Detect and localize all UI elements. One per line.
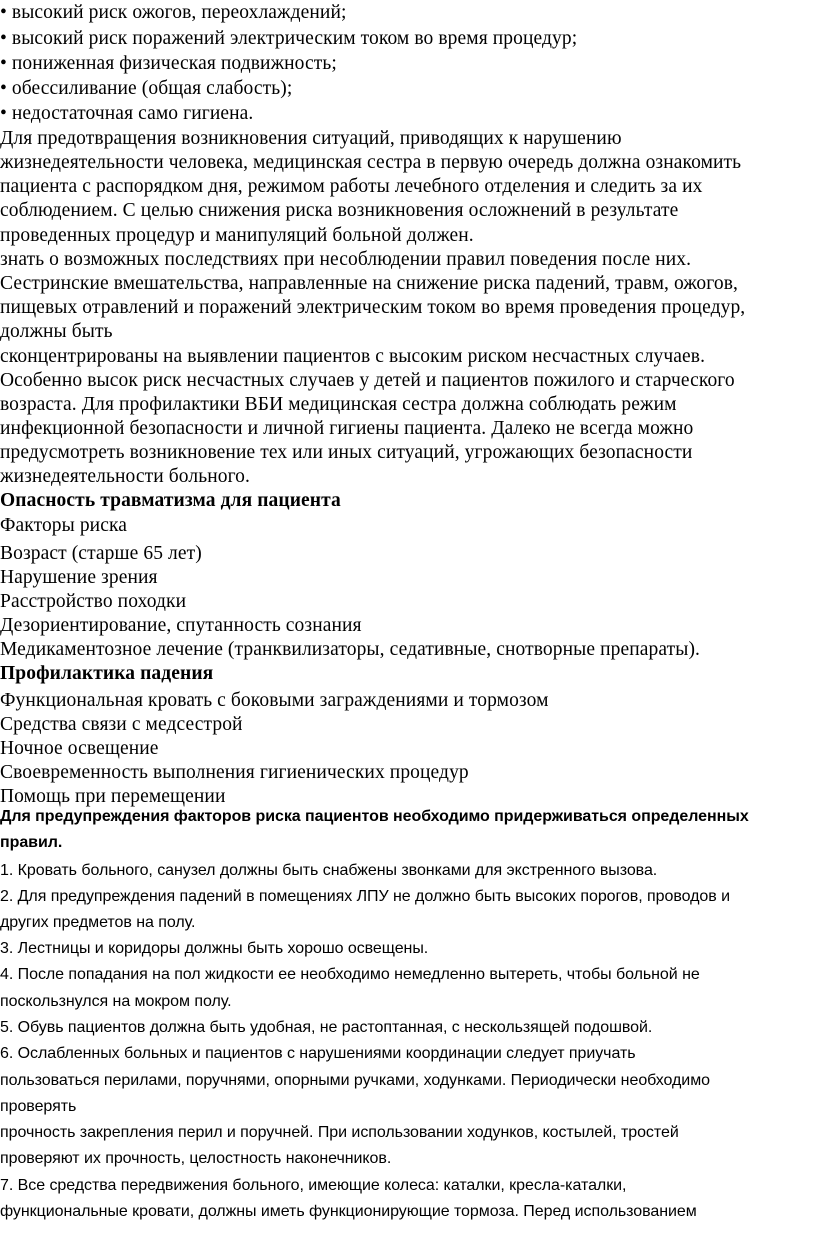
paragraph-line: Особенно высок риск несчастных случаев у детей и пациентов пожилого и старческого (0, 370, 735, 391)
bullet-low-mobility: • пониженная физическая подвижность; (0, 53, 337, 74)
rules-heading: Для предупреждения факторов риска пациентов необходимо придерживаться определенных (0, 808, 749, 825)
bullet-electric-risk: • высокий риск поражений электрическим током во время процедур; (0, 28, 578, 49)
prevention-item: Помощь при перемещении (0, 786, 226, 807)
risk-factor-item: Расстройство походки (0, 591, 187, 612)
paragraph-line: жизнедеятельности больного. (0, 466, 251, 487)
rules-heading-cont: правил. (0, 834, 63, 851)
prevention-item: Ночное освещение (0, 738, 159, 759)
bullet-burns-risk: • высокий риск ожогов, переохлаждений; (0, 2, 347, 23)
risk-factor-item: Нарушение зрения (0, 567, 158, 588)
rule-item: 1. Кровать больного, санузел должны быть снабжены звонками для экстренного вызова. (0, 862, 658, 879)
rule-item: 7. Все средства передвижения больного, имеющие колеса: каталки, кресла-каталки, (0, 1177, 627, 1194)
paragraph-line: проведенных процедур и манипуляций больной должен. (0, 225, 474, 246)
rule-item: проверять (0, 1098, 77, 1115)
paragraph-line: предусмотреть возникновение тех или иных ситуаций, угрожающих безопасности (0, 442, 693, 463)
paragraph-line: инфекционной безопасности и личной гигиены пациента. Далеко не всегда можно (0, 418, 694, 439)
subheading-risk-factors: Факторы риска (0, 515, 127, 536)
rule-item: других предметов на полу. (0, 914, 196, 931)
paragraph-line: Для предотвращения возникновения ситуаций, приводящих к нарушению (0, 128, 622, 149)
rule-item: 6. Ослабленных больных и пациентов с нарушениями координации следует приучать (0, 1045, 636, 1062)
rule-item: поскользнулся на мокром полу. (0, 993, 232, 1010)
paragraph-line: возраста. Для профилактики ВБИ медицинская сестра должна соблюдать режим (0, 394, 677, 415)
paragraph-line: Сестринские вмешательства, направленные на снижение риска падений, травм, ожогов, (0, 273, 739, 294)
rule-item: 5. Обувь пациентов должна быть удобная, не растоптанная, с нескользящей подошвой. (0, 1019, 653, 1036)
prevention-item: Своевременность выполнения гигиенических процедур (0, 762, 469, 783)
risk-factor-item: Возраст (старше 65 лет) (0, 543, 202, 564)
rule-item: 2. Для предупреждения падений в помещениях ЛПУ не должно быть высоких порогов, проводов и (0, 888, 730, 905)
rule-item: проверяют их прочность, целостность наконечников. (0, 1150, 392, 1167)
paragraph-line: соблюдением. С целью снижения риска возникновения осложнений в результате (0, 200, 679, 221)
rule-item: прочность закрепления перил и поручней. При использовании ходунков, костылей, тростей (0, 1124, 679, 1141)
bullet-hygiene: • недостаточная само гигиена. (0, 103, 254, 124)
paragraph-line: жизнедеятельности человека, медицинская сестра в первую очередь должна ознакомить (0, 152, 742, 173)
paragraph-line: пациента с распорядком дня, режимом работы лечебного отделения и следить за их (0, 176, 703, 197)
bullet-weakness: • обессиливание (общая слабость); (0, 78, 293, 99)
rule-item: пользоваться перилами, поручнями, опорными ручками, ходунками. Периодически необходимо (0, 1072, 710, 1089)
paragraph-line: сконцентрированы на выявлении пациентов с высоким риском несчастных случаев. (0, 346, 706, 367)
paragraph-line: пищевых отравлений и поражений электрическим током во время проведения процедур, (0, 297, 746, 318)
paragraph-line: знать о возможных последствиях при несоблюдении правил поведения после них. (0, 249, 692, 270)
risk-factor-item: Дезориентирование, спутанность сознания (0, 615, 362, 636)
heading-injury-danger: Опасность травматизма для пациента (0, 490, 341, 511)
heading-fall-prevention: Профилактика падения (0, 663, 214, 684)
rule-item: функциональные кровати, должны иметь функционирующие тормоза. Перед использованием (0, 1203, 697, 1220)
paragraph-line: должны быть (0, 321, 113, 342)
prevention-item: Функциональная кровать с боковыми заграждениями и тормозом (0, 690, 549, 711)
risk-factor-item: Медикаментозное лечение (транквилизаторы, седативные, снотворные препараты). (0, 639, 701, 660)
prevention-item: Средства связи с медсестрой (0, 714, 243, 735)
rule-item: 3. Лестницы и коридоры должны быть хорошо освещены. (0, 940, 429, 957)
rule-item: 4. После попадания на пол жидкости ее необходимо немедленно вытереть, чтобы больной не (0, 966, 700, 983)
